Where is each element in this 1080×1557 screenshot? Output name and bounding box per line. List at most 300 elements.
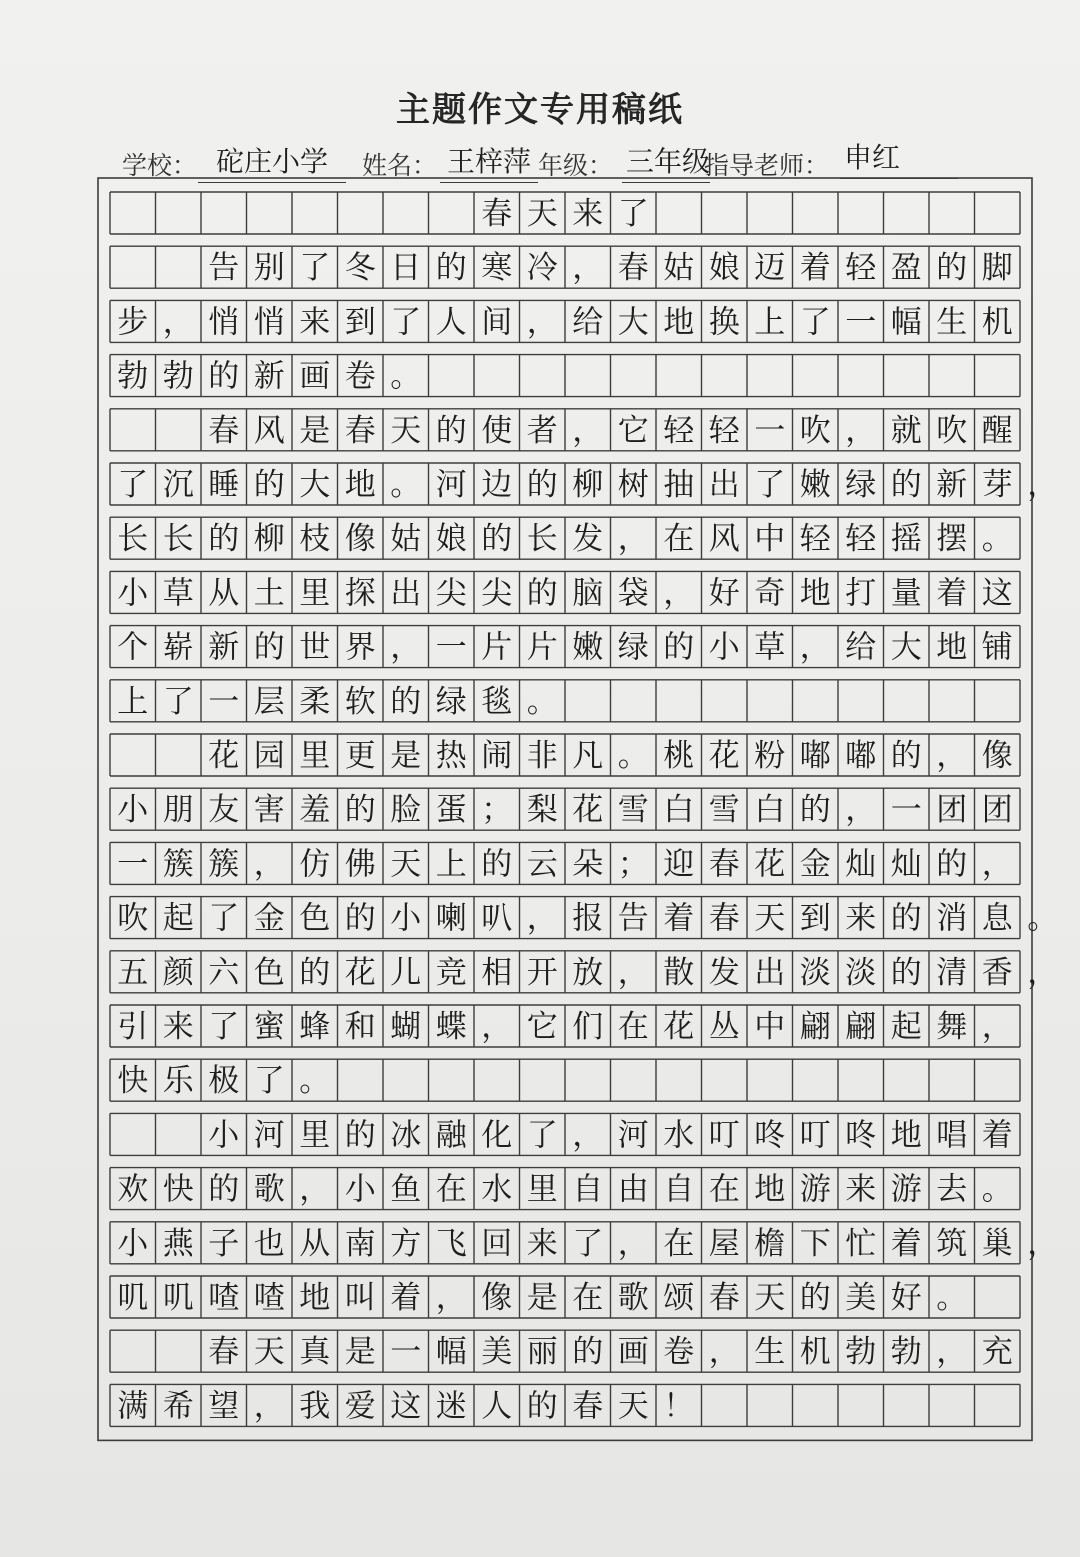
essay-line-4-char: 轻 <box>663 412 695 449</box>
essay-line-7-char: 袋 <box>617 575 649 612</box>
essay-line-12-char: 云 <box>526 846 558 883</box>
essay-line-14-char: 出 <box>754 954 786 991</box>
essay-line-12-char: 上 <box>435 846 467 883</box>
grid-row <box>110 951 1058 993</box>
essay-line-5-char: 了 <box>117 467 149 503</box>
essay-line-5-char: 沉 <box>162 467 194 503</box>
essay-line-22-char: ， <box>253 1388 285 1425</box>
essay-line-6-char: 中 <box>754 521 786 558</box>
essay-line-16-char: 。 <box>299 1063 331 1100</box>
essay-line-4-char: 风 <box>253 412 285 449</box>
essay-line-12-char: 佛 <box>344 846 376 883</box>
essay-line-14-char: 色 <box>253 954 285 991</box>
essay-line-20-char: 春 <box>708 1280 740 1316</box>
essay-line-5-char: 出 <box>708 467 740 503</box>
essay-line-20-char: 天 <box>754 1280 786 1316</box>
essay-line-21-char: ， <box>708 1334 740 1371</box>
essay-line-22-char: 这 <box>390 1388 422 1425</box>
essay-line-6-char: 长 <box>162 521 194 558</box>
essay-line-22-char: 人 <box>481 1388 513 1425</box>
essay-line-6-char: 轻 <box>799 521 831 558</box>
essay-line-2-char: 地 <box>663 304 695 341</box>
grid-row <box>110 517 1020 559</box>
essay-line-21-char: ， <box>936 1334 968 1371</box>
essay-line-2-char: 来 <box>299 304 331 341</box>
essay-line-21-char: 真 <box>299 1334 331 1371</box>
essay-line-19-char: 也 <box>253 1225 285 1262</box>
grid-row <box>110 1168 1020 1210</box>
essay-line-17-char: 里 <box>299 1117 331 1154</box>
essay-line-19-char: 下 <box>799 1225 831 1262</box>
essay-line-13-char: 告 <box>617 900 649 937</box>
essay-line-9-char: 的 <box>390 683 422 720</box>
essay-line-17-char: 小 <box>208 1117 240 1154</box>
school-label: 学校： <box>122 151 198 180</box>
essay-line-17-char: 咚 <box>754 1117 786 1154</box>
essay-line-10-char: 。 <box>617 738 649 774</box>
essay-line-14-char: 竞 <box>435 954 467 991</box>
essay-line-5-char: 的 <box>890 467 922 503</box>
essay-line-6-char: ， <box>617 521 649 558</box>
essay-line-14-char: 花 <box>344 954 376 991</box>
essay-line-21-char: 丽 <box>526 1334 558 1371</box>
essay-line-2-char: ， <box>162 304 194 341</box>
essay-line-22-char: 希 <box>162 1388 194 1425</box>
essay-line-6-char: 轻 <box>845 521 877 558</box>
essay-line-9-char: 软 <box>344 683 376 720</box>
essay-line-4-char: 它 <box>617 412 649 449</box>
essay-line-6-char: 长 <box>117 521 149 558</box>
essay-line-22-char: 春 <box>572 1388 604 1425</box>
essay-line-18-char: 小 <box>344 1171 376 1208</box>
essay-line-12-char: ， <box>981 846 1013 883</box>
essay-line-2-char: 给 <box>572 304 604 341</box>
essay-line-6-char: 的 <box>208 521 240 558</box>
essay-line-5-char: 抽 <box>663 467 695 503</box>
essay-line-8-char: 个 <box>117 629 149 666</box>
essay-line-15-char: 蜜 <box>253 1009 285 1045</box>
grid-row <box>110 246 1020 288</box>
essay-line-18-char: 自 <box>663 1171 695 1208</box>
essay-line-21-char: 是 <box>344 1334 376 1371</box>
essay-line-15-char: 来 <box>162 1009 194 1045</box>
essay-line-19-char: 忙 <box>845 1225 877 1262</box>
essay-line-7-char: 探 <box>344 575 376 612</box>
essay-line-5-char: 的 <box>253 467 285 503</box>
grid-row <box>110 1384 1020 1426</box>
paper-title: 主题作文专用稿纸 <box>396 90 684 130</box>
essay-line-11-char: ； <box>481 792 513 829</box>
essay-line-4-char: 是 <box>299 412 331 449</box>
essay-line-2-char: 换 <box>708 304 740 341</box>
essay-line-1-char: 迈 <box>754 250 786 287</box>
essay-line-14-char: 六 <box>208 954 240 991</box>
essay-line-20-char: 着 <box>390 1280 422 1316</box>
essay-line-5-char: 嫩 <box>799 467 831 503</box>
essay-line-18-char: 游 <box>890 1171 922 1208</box>
essay-line-7-char: 小 <box>117 575 149 612</box>
essay-line-13-char: 报 <box>572 900 604 937</box>
essay-line-10-char: 花 <box>208 738 240 774</box>
essay-line-19-char: 筑 <box>936 1225 968 1262</box>
essay-line-2-char: 悄 <box>253 304 285 341</box>
grid-row <box>110 463 1058 505</box>
essay-line-4-char: 者 <box>526 412 558 449</box>
grid-row <box>110 626 1020 668</box>
essay-line-2-char: 到 <box>344 304 376 341</box>
essay-line-13-char: 起 <box>162 900 194 937</box>
essay-line-19-char: 来 <box>526 1225 558 1262</box>
essay-line-6-char: 摆 <box>936 521 968 558</box>
essay-line-19-char: 着 <box>890 1225 922 1262</box>
essay-line-1-char: 盈 <box>890 250 922 287</box>
grade-value: 三年级 <box>622 140 710 183</box>
essay-line-11-char: ， <box>845 792 877 829</box>
essay-line-21-char: 幅 <box>435 1334 467 1371</box>
essay-line-2-char: 幅 <box>890 304 922 341</box>
essay-line-4-char: 吹 <box>936 412 968 449</box>
essay-line-17-char: 唱 <box>936 1117 968 1154</box>
essay-line-20-char: 。 <box>936 1280 968 1316</box>
essay-line-14-char: 淡 <box>845 954 877 991</box>
essay-line-16-char: 乐 <box>162 1063 194 1100</box>
essay-line-8-char: 大 <box>890 629 922 666</box>
essay-line-18-char: ， <box>299 1171 331 1208</box>
essay-line-13-char: 的 <box>344 900 376 937</box>
grid-row <box>110 1005 1020 1047</box>
essay-line-20-char: 美 <box>845 1280 877 1316</box>
essay-line-21-char: 一 <box>390 1334 422 1371</box>
essay-line-1-char: 春 <box>617 250 649 287</box>
essay-line-20-char: 叽 <box>162 1280 194 1316</box>
essay-line-10-char: 嘟 <box>845 738 877 774</box>
essay-line-14-char: 发 <box>708 954 740 991</box>
essay-line-15-char: 起 <box>890 1009 922 1045</box>
essay-line-4-char: 春 <box>344 412 376 449</box>
essay-line-12-char: 天 <box>390 846 422 883</box>
essay-line-17-char: 水 <box>663 1117 695 1154</box>
essay-line-10-char: 里 <box>299 738 331 774</box>
essay-line-12-char: 簇 <box>208 846 240 883</box>
essay-line-13-char: 色 <box>299 900 331 937</box>
essay-line-2-char: 了 <box>390 304 422 341</box>
essay-line-13-char: 喇 <box>435 900 467 937</box>
essay-line-22-char: 望 <box>208 1388 240 1425</box>
essay-line-3-char: 勃 <box>162 358 194 395</box>
essay-line-5-char: ， <box>1027 467 1059 503</box>
essay-line-10-char: 花 <box>708 738 740 774</box>
essay-line-12-char: 春 <box>708 846 740 883</box>
essay-line-13-char: 。 <box>1027 900 1059 937</box>
essay-line-8-char: 的 <box>253 629 285 666</box>
essay-line-13-char: 吹 <box>117 900 149 937</box>
essay-line-10-char: 园 <box>253 738 285 774</box>
essay-line-4-char: 吹 <box>799 412 831 449</box>
essay-line-18-char: 水 <box>481 1171 513 1208</box>
essay-line-6-char: 风 <box>708 521 740 558</box>
grid-row <box>110 680 1020 722</box>
essay-line-9-char: 一 <box>208 683 240 720</box>
essay-line-8-char: 崭 <box>162 629 194 666</box>
essay-line-18-char: 地 <box>754 1171 786 1208</box>
essay-line-1-char: 着 <box>799 250 831 287</box>
essay-line-15-char: 了 <box>208 1009 240 1045</box>
essay-line-1-char: 告 <box>208 250 240 287</box>
essay-line-10-char: ， <box>936 738 968 774</box>
essay-line-22-char: 天 <box>617 1388 649 1425</box>
essay-line-2-char: 大 <box>617 304 649 341</box>
essay-line-15-char: 蜂 <box>299 1009 331 1045</box>
essay-line-20-char: 的 <box>799 1280 831 1316</box>
essay-line-8-char: 界 <box>344 629 376 666</box>
essay-line-1-char: 别 <box>253 250 285 287</box>
essay-line-6-char: 长 <box>526 521 558 558</box>
essay-line-18-char: 鱼 <box>390 1171 422 1208</box>
essay-line-15-char: 和 <box>344 1009 376 1045</box>
essay-line-5-char: 边 <box>481 467 513 503</box>
essay-line-19-char: 从 <box>299 1225 331 1262</box>
essay-line-14-char: 香 <box>981 954 1013 991</box>
essay-line-3-char: 的 <box>208 358 240 395</box>
essay-line-20-char: ， <box>435 1280 467 1316</box>
essay-line-14-char: 颜 <box>162 954 194 991</box>
essay-line-17-char: 地 <box>890 1117 922 1154</box>
essay-line-21-char: 美 <box>481 1334 513 1371</box>
essay-line-18-char: 快 <box>162 1171 194 1208</box>
essay-line-19-char: 回 <box>481 1225 513 1262</box>
essay-line-15-char: 丛 <box>708 1009 740 1045</box>
essay-line-20-char: 叽 <box>117 1280 149 1316</box>
essay-line-18-char: 游 <box>799 1171 831 1208</box>
essay-line-18-char: 欢 <box>117 1171 149 1208</box>
essay-line-1-char: 的 <box>936 250 968 287</box>
essay-line-8-char: 地 <box>936 629 968 666</box>
teacher-value: 申红 <box>840 136 958 179</box>
essay-line-17-char: 了 <box>526 1117 558 1154</box>
essay-line-10-char: 非 <box>526 738 558 774</box>
essay-line-12-char: ； <box>617 846 649 883</box>
essay-line-14-char: ， <box>1027 954 1059 991</box>
essay-line-6-char: 娘 <box>435 521 467 558</box>
essay-line-4-char: 轻 <box>708 412 740 449</box>
essay-line-21-char: 勃 <box>890 1334 922 1371</box>
essay-line-13-char: 到 <box>799 900 831 937</box>
essay-line-19-char: 了 <box>572 1225 604 1262</box>
grid-row <box>110 788 1020 830</box>
essay-line-5-char: 地 <box>344 467 376 503</box>
essay-line-4-char: ， <box>845 412 877 449</box>
essay-line-8-char: 一 <box>435 629 467 666</box>
essay-line-12-char: 的 <box>481 846 513 883</box>
essay-line-10-char: 更 <box>344 738 376 774</box>
essay-line-1-char: 脚 <box>981 250 1013 287</box>
essay-line-7-char: 的 <box>526 575 558 612</box>
essay-line-22-char: 我 <box>299 1388 331 1425</box>
essay-line-2-char: 机 <box>981 304 1013 341</box>
grid-row <box>110 1059 1020 1101</box>
essay-line-14-char: 散 <box>663 954 695 991</box>
essay-line-7-char: 好 <box>708 575 740 612</box>
essay-line-20-char: 喳 <box>253 1280 285 1316</box>
essay-line-9-char: 了 <box>162 683 194 720</box>
name-value: 王梓萍 <box>440 140 538 183</box>
essay-line-5-char: 树 <box>617 467 649 503</box>
grid-row <box>110 571 1020 613</box>
essay-line-15-char: 中 <box>754 1009 786 1045</box>
essay-line-15-char: 翩 <box>845 1009 877 1045</box>
essay-line-6-char: 发 <box>572 521 604 558</box>
essay-line-10-char: 热 <box>435 738 467 774</box>
essay-line-1-char: 冷 <box>526 250 558 287</box>
essay-title-char: 来 <box>572 196 604 232</box>
grid-row <box>110 1222 1058 1264</box>
essay-line-12-char: 簇 <box>162 846 194 883</box>
essay-line-19-char: 飞 <box>435 1225 467 1262</box>
essay-line-18-char: 去 <box>936 1171 968 1208</box>
essay-line-20-char: 地 <box>299 1280 331 1316</box>
essay-line-16-char: 了 <box>253 1063 285 1100</box>
essay-line-8-char: 铺 <box>981 629 1013 666</box>
essay-line-10-char: 凡 <box>572 738 604 774</box>
grid-row <box>110 300 1020 342</box>
essay-line-5-char: 河 <box>435 467 467 503</box>
essay-line-4-char: 醒 <box>981 412 1013 449</box>
essay-line-21-char: 勃 <box>845 1334 877 1371</box>
essay-line-2-char: ， <box>526 304 558 341</box>
essay-line-13-char: 来 <box>845 900 877 937</box>
essay-line-1-char: 了 <box>299 250 331 287</box>
grid-row <box>110 1276 1020 1318</box>
essay-line-2-char: 生 <box>936 304 968 341</box>
essay-line-9-char: 毯 <box>481 683 513 720</box>
essay-line-18-char: 。 <box>981 1171 1013 1208</box>
essay-line-18-char: 在 <box>435 1171 467 1208</box>
essay-line-19-char: ， <box>617 1225 649 1262</box>
essay-line-17-char: 咚 <box>845 1117 877 1154</box>
essay-line-13-char: 着 <box>663 900 695 937</box>
essay-line-11-char: 蛋 <box>435 792 467 829</box>
essay-line-4-char: 天 <box>390 412 422 449</box>
essay-line-14-char: 放 <box>572 954 604 991</box>
essay-line-3-char: 。 <box>390 358 422 395</box>
essay-title-char: 天 <box>526 196 558 232</box>
essay-line-18-char: 里 <box>526 1171 558 1208</box>
essay-line-13-char: 的 <box>890 900 922 937</box>
essay-line-21-char: 春 <box>208 1334 240 1371</box>
essay-line-3-char: 勃 <box>117 358 149 395</box>
essay-line-20-char: 叫 <box>344 1280 376 1316</box>
essay-line-7-char: 着 <box>936 575 968 612</box>
essay-line-9-char: 柔 <box>299 683 331 720</box>
essay-line-8-char: ， <box>390 629 422 666</box>
essay-line-8-char: 给 <box>845 629 877 666</box>
grade-label: 年级： <box>538 151 614 180</box>
essay-line-6-char: 柳 <box>253 521 285 558</box>
essay-line-5-char: 新 <box>936 467 968 503</box>
essay-line-11-char: 友 <box>208 792 240 829</box>
essay-line-11-char: 羞 <box>299 792 331 829</box>
essay-line-1-char: 娘 <box>708 250 740 287</box>
grid-row <box>110 1113 1020 1155</box>
essay-line-12-char: 灿 <box>845 846 877 883</box>
essay-line-6-char: 姑 <box>390 521 422 558</box>
title-row <box>110 192 1020 234</box>
essay-line-20-char: 像 <box>481 1280 513 1316</box>
essay-line-21-char: 机 <box>799 1334 831 1371</box>
essay-line-15-char: 花 <box>663 1009 695 1045</box>
essay-line-12-char: 仿 <box>299 846 331 883</box>
essay-line-11-char: 梨 <box>526 792 558 829</box>
essay-line-17-char: ， <box>572 1117 604 1154</box>
essay-line-7-char: 地 <box>799 575 831 612</box>
essay-line-2-char: 间 <box>481 304 513 341</box>
essay-title-char: 春 <box>481 196 513 232</box>
essay-title-char: 了 <box>617 196 649 232</box>
essay-line-6-char: 枝 <box>299 521 331 558</box>
essay-line-11-char: 白 <box>663 792 695 829</box>
essay-line-20-char: 是 <box>526 1280 558 1316</box>
essay-line-4-char: 的 <box>435 412 467 449</box>
essay-line-12-char: 花 <box>754 846 786 883</box>
essay-line-7-char: 出 <box>390 575 422 612</box>
essay-line-4-char: 就 <box>890 412 922 449</box>
essay-line-11-char: 的 <box>799 792 831 829</box>
essay-line-21-char: 的 <box>572 1334 604 1371</box>
essay-line-14-char: 相 <box>481 954 513 991</box>
essay-line-14-char: 五 <box>117 954 149 991</box>
essay-line-8-char: 世 <box>299 629 331 666</box>
essay-line-1-char: 寒 <box>481 250 513 287</box>
essay-line-17-char: 叮 <box>799 1117 831 1154</box>
essay-line-10-char: 闹 <box>481 738 513 774</box>
essay-line-12-char: 一 <box>117 846 149 883</box>
essay-line-3-char: 新 <box>253 358 285 395</box>
essay-line-17-char: 河 <box>617 1117 649 1154</box>
essay-line-14-char: 的 <box>890 954 922 991</box>
essay-line-9-char: 上 <box>117 683 149 720</box>
essay-line-15-char: 引 <box>117 1009 149 1045</box>
essay-line-18-char: 的 <box>208 1171 240 1208</box>
essay-line-8-char: 片 <box>481 629 513 666</box>
essay-line-2-char: 人 <box>435 304 467 341</box>
essay-line-1-char: 日 <box>390 250 422 287</box>
essay-line-6-char: 在 <box>663 521 695 558</box>
essay-line-6-char: 。 <box>981 521 1013 558</box>
essay-line-14-char: 儿 <box>390 954 422 991</box>
essay-line-9-char: 。 <box>526 683 558 720</box>
essay-line-12-char: 灿 <box>890 846 922 883</box>
essay-line-14-char: 淡 <box>799 954 831 991</box>
essay-line-14-char: 清 <box>936 954 968 991</box>
essay-line-19-char: 方 <box>390 1225 422 1262</box>
essay-line-7-char: 尖 <box>481 575 513 612</box>
essay-line-13-char: 小 <box>390 900 422 937</box>
grid-row <box>110 842 1020 884</box>
essay-line-18-char: 由 <box>617 1171 649 1208</box>
essay-line-18-char: 在 <box>708 1171 740 1208</box>
essay-line-18-char: 自 <box>572 1171 604 1208</box>
essay-line-5-char: 的 <box>526 467 558 503</box>
essay-line-7-char: 这 <box>981 575 1013 612</box>
essay-line-18-char: 歌 <box>253 1171 285 1208</box>
essay-line-15-char: 们 <box>572 1009 604 1045</box>
essay-line-20-char: 好 <box>890 1280 922 1316</box>
essay-line-7-char: 奇 <box>754 575 786 612</box>
essay-line-13-char: 了 <box>208 900 240 937</box>
essay-line-3-char: 画 <box>299 358 331 395</box>
essay-line-17-char: 的 <box>344 1117 376 1154</box>
name-label: 姓名： <box>362 151 438 180</box>
